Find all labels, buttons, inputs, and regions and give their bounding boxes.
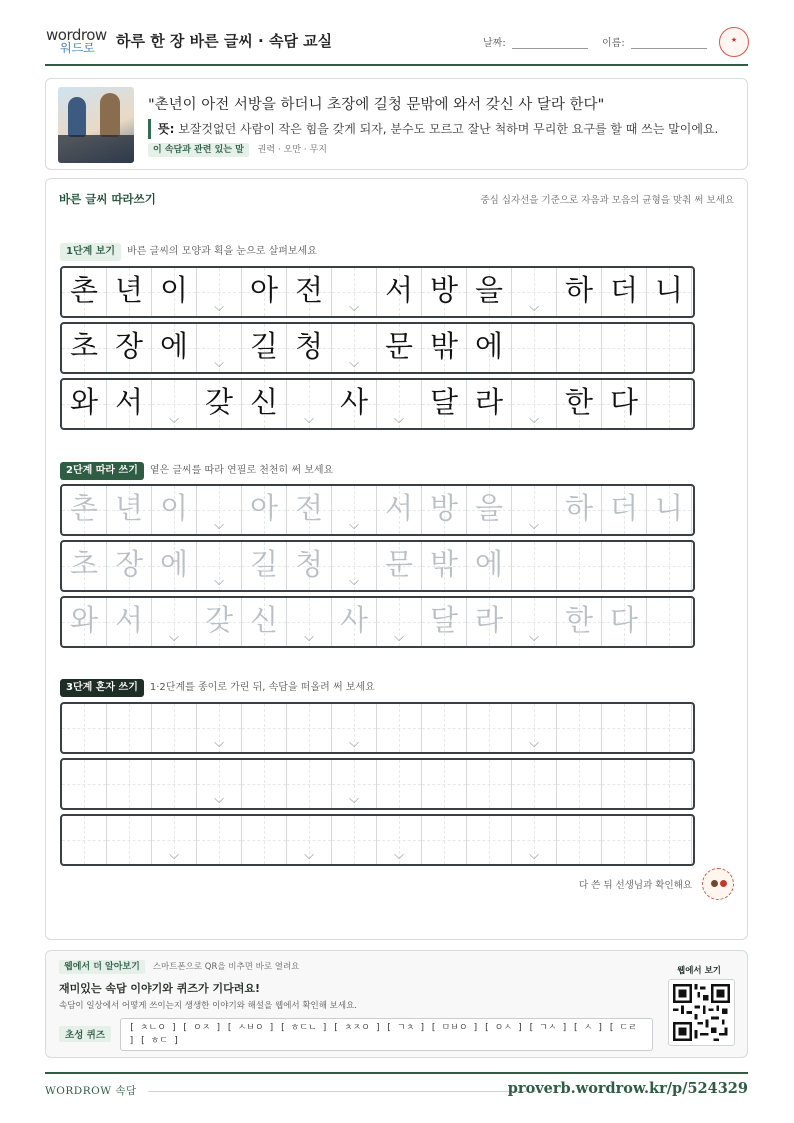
- grid-character: 전: [294, 273, 323, 307]
- footer-divider: [148, 1091, 536, 1092]
- grid-cell: [557, 324, 602, 372]
- grid-character: 장: [114, 547, 143, 581]
- grid-cell[interactable]: [512, 760, 557, 808]
- grid-character: 다: [609, 603, 638, 637]
- grid-cell[interactable]: [467, 542, 512, 590]
- grid-character: 더: [609, 491, 638, 525]
- grid-cell[interactable]: [602, 542, 647, 590]
- grid-cell[interactable]: [242, 760, 287, 808]
- grid-character: 서: [114, 385, 143, 419]
- grid-cell[interactable]: [467, 598, 512, 646]
- space-mark-icon: ⌵: [529, 518, 539, 533]
- grid-character: 청: [294, 547, 323, 581]
- space-mark-icon: ⌵: [349, 518, 359, 533]
- grid-cell[interactable]: [332, 704, 377, 752]
- grid-cell[interactable]: [62, 598, 107, 646]
- grid-cell[interactable]: [62, 760, 107, 808]
- grid-cell: [62, 380, 107, 428]
- space-mark-icon: ⌵: [169, 412, 179, 427]
- blank-row[interactable]: [60, 702, 695, 754]
- grid-cell: [557, 380, 602, 428]
- grid-cell: [377, 380, 422, 428]
- grid-character: 에: [159, 329, 188, 363]
- grid-cell[interactable]: [332, 542, 377, 590]
- grid-cell: [152, 380, 197, 428]
- proverb-meaning: [148, 119, 718, 139]
- writing-row: [60, 266, 695, 318]
- logo-korean: 워드로: [60, 41, 95, 55]
- grid-cell[interactable]: [242, 816, 287, 864]
- grid-cell: [107, 268, 152, 316]
- grid-cell: [107, 380, 152, 428]
- grid-cell[interactable]: [332, 486, 377, 534]
- web-subtext: 속담이 일상에서 어떻게 쓰이는지 생생한 이야기와 해설을 웹에서 확인해 보세요.: [59, 1001, 357, 1011]
- grid-character: 을: [474, 491, 503, 525]
- grid-cell: [602, 380, 647, 428]
- grid-character: 와: [69, 603, 98, 637]
- space-mark-icon: ⌵: [349, 574, 359, 589]
- grid-character: 촌: [69, 491, 98, 525]
- grid-cell[interactable]: [512, 598, 557, 646]
- grid-character: 문: [384, 329, 413, 363]
- grid-cell[interactable]: [107, 598, 152, 646]
- grid-cell[interactable]: [422, 760, 467, 808]
- page-title: 하루 한 장 바른 글씨 · 속담 교실: [116, 32, 333, 50]
- grid-cell[interactable]: [62, 816, 107, 864]
- grid-cell[interactable]: [152, 598, 197, 646]
- grid-cell[interactable]: [557, 704, 602, 752]
- grid-character: 청: [294, 329, 323, 363]
- space-mark-icon: ⌵: [304, 630, 314, 645]
- grid-cell[interactable]: [377, 486, 422, 534]
- grid-cell[interactable]: [422, 598, 467, 646]
- grid-character: 아: [249, 273, 278, 307]
- grid-cell[interactable]: [647, 704, 692, 752]
- grid-cell: [332, 380, 377, 428]
- date-label: 날짜:: [483, 38, 506, 49]
- grid-cell: [332, 324, 377, 372]
- grid-cell[interactable]: [647, 486, 692, 534]
- grid-character: 달: [429, 385, 458, 419]
- grid-cell[interactable]: [242, 704, 287, 752]
- grid-character: 와: [69, 385, 98, 419]
- grid-cell: [647, 380, 692, 428]
- tracing-row[interactable]: [60, 540, 695, 592]
- grid-cell: [62, 324, 107, 372]
- grid-character: 년: [114, 491, 143, 525]
- grid-character: 문: [384, 547, 413, 581]
- grid-cell[interactable]: [287, 598, 332, 646]
- grid-cell: [602, 268, 647, 316]
- proverb-illustration: [58, 87, 134, 163]
- grid-character: 밖: [429, 547, 458, 581]
- grid-cell: [197, 380, 242, 428]
- grid-character: 에: [159, 547, 188, 581]
- grid-cell: [512, 380, 557, 428]
- grid-cell[interactable]: [197, 816, 242, 864]
- grid-character: 다: [609, 385, 638, 419]
- practice-note: 중심 십자선을 기준으로 자음과 모음의 균형을 맞춰 써 보세요: [480, 195, 734, 206]
- grid-cell[interactable]: [422, 816, 467, 864]
- grid-cell[interactable]: [377, 816, 422, 864]
- web-section: [45, 950, 748, 1058]
- space-mark-icon: ⌵: [304, 848, 314, 863]
- grid-cell[interactable]: [332, 816, 377, 864]
- grid-character: 서: [384, 491, 413, 525]
- grid-character: 라: [474, 603, 503, 637]
- footer-url[interactable]: proverb.wordrow.kr/p/524329: [507, 1080, 748, 1097]
- quiz-label: 초성 퀴즈: [59, 1026, 111, 1042]
- related-chip: 이 속담과 관련 있는 말: [148, 143, 249, 157]
- teacher-check-note: 다 쓴 뒤 선생님과 확인해요: [578, 880, 692, 891]
- grid-character: 하: [564, 273, 593, 307]
- practice-title: 바른 글씨 따라쓰기: [59, 192, 156, 206]
- grid-character: 라: [474, 385, 503, 419]
- grid-cell[interactable]: [557, 542, 602, 590]
- space-mark-icon: ⌵: [349, 356, 359, 371]
- grid-cell: [557, 268, 602, 316]
- grid-cell[interactable]: [287, 486, 332, 534]
- grid-cell: [152, 268, 197, 316]
- space-mark-icon: ⌵: [214, 574, 224, 589]
- web-headline: 재미있는 속담 이야기와 퀴즈가 기다려요!: [59, 982, 260, 995]
- space-mark-icon: ⌵: [529, 736, 539, 751]
- grid-character: 사: [339, 603, 368, 637]
- grid-cell[interactable]: [242, 598, 287, 646]
- grid-character: 방: [429, 273, 458, 307]
- meaning-label: 뜻:: [158, 122, 175, 136]
- grid-cell: [467, 324, 512, 372]
- related-tags: 권력 · 오만 · 무지: [257, 145, 327, 155]
- grid-cell[interactable]: [107, 816, 152, 864]
- stage-2-header: [60, 462, 333, 480]
- stage-desc: 바른 글씨의 모양과 획을 눈으로 살펴보세요: [127, 246, 317, 257]
- grid-cell[interactable]: [602, 486, 647, 534]
- grid-cell[interactable]: [377, 542, 422, 590]
- space-mark-icon: ⌵: [214, 518, 224, 533]
- proverb-quote: "촌년이 아전 서방을 하더니 초장에 길청 문밖에 와서 갖신 사 달라 한다": [148, 97, 605, 113]
- grid-cell[interactable]: [197, 542, 242, 590]
- grid-cell[interactable]: [197, 486, 242, 534]
- grid-cell[interactable]: [287, 816, 332, 864]
- grid-cell[interactable]: [332, 760, 377, 808]
- grid-character: 니: [654, 491, 683, 525]
- grid-cell[interactable]: [107, 542, 152, 590]
- page-header: [45, 24, 748, 66]
- grid-cell: [287, 268, 332, 316]
- grid-character: 달: [429, 603, 458, 637]
- blank-row[interactable]: [60, 814, 695, 866]
- grid-cell[interactable]: [152, 542, 197, 590]
- grid-character: 더: [609, 273, 638, 307]
- grid-cell: [512, 268, 557, 316]
- grid-cell: [287, 380, 332, 428]
- name-blank[interactable]: [631, 37, 707, 49]
- grid-cell: [62, 268, 107, 316]
- space-mark-icon: ⌵: [214, 356, 224, 371]
- grid-character: 하: [564, 491, 593, 525]
- grid-character: 촌: [69, 273, 98, 307]
- stage-desc: 1·2단계를 종이로 가린 뒤, 속담을 떠올려 써 보세요: [149, 682, 375, 693]
- grid-character: 서: [384, 273, 413, 307]
- grid-cell[interactable]: [152, 760, 197, 808]
- grid-cell: [107, 324, 152, 372]
- grid-cell: [512, 324, 557, 372]
- grid-cell: [197, 324, 242, 372]
- grid-character: 갖: [204, 385, 233, 419]
- grid-cell: [287, 324, 332, 372]
- grid-cell: [467, 268, 512, 316]
- space-mark-icon: ⌵: [529, 300, 539, 315]
- grid-cell: [377, 268, 422, 316]
- grid-cell[interactable]: [422, 486, 467, 534]
- grid-cell: [422, 380, 467, 428]
- grid-cell[interactable]: [152, 704, 197, 752]
- chosung-quiz: [ ㅊㄴㅇ ] [ ㅇㅈ ] [ ㅅㅂㅇ ] [ ㅎㄷㄴ ] [ ㅊㅈㅇ ] [ ㄱㅊ ] [ ㅁㅂㅇ ] [ ㅇㅅ ] [ ㄱㅅ ] [ ㅅ ] [ ㄷㄹ ] [ ㅎㄷ ]: [120, 1018, 653, 1051]
- grid-cell[interactable]: [512, 542, 557, 590]
- grid-character: 길: [249, 329, 278, 363]
- grid-cell[interactable]: [557, 486, 602, 534]
- web-chip: 웹에서 더 알아보기: [59, 960, 145, 974]
- grid-cell[interactable]: [197, 704, 242, 752]
- space-mark-icon: ⌵: [214, 792, 224, 807]
- grid-cell[interactable]: [107, 486, 152, 534]
- footer-brand: WORDROW 속담: [45, 1085, 137, 1097]
- grid-cell[interactable]: [62, 704, 107, 752]
- grid-cell[interactable]: [377, 760, 422, 808]
- grid-character: 방: [429, 491, 458, 525]
- page-footer: [45, 1072, 748, 1097]
- grid-cell[interactable]: [467, 760, 512, 808]
- grid-character: 서: [114, 603, 143, 637]
- grid-character: 을: [474, 273, 503, 307]
- name-label: 이름:: [602, 38, 625, 49]
- grid-character: 신: [249, 603, 278, 637]
- qr-code-graphic: [673, 984, 730, 1041]
- grid-cell[interactable]: [197, 598, 242, 646]
- writing-row: [60, 378, 695, 430]
- grid-cell[interactable]: [602, 704, 647, 752]
- grid-cell[interactable]: [647, 816, 692, 864]
- logo-wordmark: wordrow: [46, 26, 107, 44]
- grid-cell: [152, 324, 197, 372]
- teacher-seal-icon: [702, 868, 734, 900]
- grid-cell[interactable]: [152, 486, 197, 534]
- space-mark-icon: ⌵: [169, 630, 179, 645]
- grid-cell: [197, 268, 242, 316]
- meaning-text: 보잘것없던 사람이 작은 힘을 갖게 되자, 분수도 모르고 잘난 척하며 무리한 요구를 할 때 쓰는 말이에요.: [178, 122, 719, 136]
- space-mark-icon: ⌵: [529, 630, 539, 645]
- proverb-card: [45, 78, 748, 170]
- practice-panel: [45, 178, 748, 940]
- grid-cell[interactable]: [602, 816, 647, 864]
- grid-cell[interactable]: [512, 486, 557, 534]
- grid-character: 사: [339, 385, 368, 419]
- grid-cell[interactable]: [647, 598, 692, 646]
- grid-character: 한: [564, 385, 593, 419]
- grid-character: 초: [69, 547, 98, 581]
- space-mark-icon: ⌵: [529, 412, 539, 427]
- stamp-text: ★: [730, 36, 738, 44]
- space-mark-icon: ⌵: [214, 736, 224, 751]
- wordrow-logo: [46, 28, 108, 54]
- grid-character: 아: [249, 491, 278, 525]
- related-words: [148, 143, 327, 157]
- space-mark-icon: ⌵: [169, 848, 179, 863]
- grid-cell[interactable]: [602, 760, 647, 808]
- stage-badge: 2단계 따라 쓰기: [60, 462, 144, 480]
- grid-cell[interactable]: [197, 760, 242, 808]
- stage-badge: 1단계 보기: [60, 243, 121, 261]
- grid-character: 에: [474, 329, 503, 363]
- space-mark-icon: ⌵: [529, 848, 539, 863]
- space-mark-icon: ⌵: [349, 300, 359, 315]
- blank-row[interactable]: [60, 758, 695, 810]
- stage-3-header: [60, 679, 375, 697]
- grid-cell: [647, 268, 692, 316]
- space-mark-icon: ⌵: [394, 412, 404, 427]
- web-chip-note: 스마트폰으로 QR을 비추면 바로 열려요: [152, 962, 300, 972]
- grid-cell[interactable]: [557, 760, 602, 808]
- space-mark-icon: ⌵: [394, 630, 404, 645]
- grid-cell[interactable]: [242, 542, 287, 590]
- grid-character: 에: [474, 547, 503, 581]
- grid-cell[interactable]: [62, 542, 107, 590]
- grid-cell[interactable]: [512, 704, 557, 752]
- grid-cell[interactable]: [287, 760, 332, 808]
- tracing-row[interactable]: [60, 596, 695, 648]
- stage-1-header: [60, 243, 317, 261]
- grid-cell[interactable]: [557, 598, 602, 646]
- grid-cell[interactable]: [647, 760, 692, 808]
- grid-character: 신: [249, 385, 278, 419]
- space-mark-icon: ⌵: [214, 300, 224, 315]
- grid-cell[interactable]: [287, 704, 332, 752]
- grid-cell[interactable]: [467, 816, 512, 864]
- grid-cell: [242, 268, 287, 316]
- grid-character: 장: [114, 329, 143, 363]
- grid-cell[interactable]: [602, 598, 647, 646]
- grid-character: 초: [69, 329, 98, 363]
- space-mark-icon: ⌵: [304, 412, 314, 427]
- grid-cell[interactable]: [107, 704, 152, 752]
- grid-character: 이: [159, 273, 188, 307]
- grid-cell[interactable]: [107, 760, 152, 808]
- grid-cell: [332, 268, 377, 316]
- grid-character: 한: [564, 603, 593, 637]
- grid-cell[interactable]: [242, 486, 287, 534]
- name-field[interactable]: [602, 34, 707, 49]
- qr-label: 웹에서 보기: [676, 966, 721, 976]
- date-field[interactable]: [483, 34, 588, 49]
- grid-cell[interactable]: [152, 816, 197, 864]
- space-mark-icon: ⌵: [349, 792, 359, 807]
- grid-cell[interactable]: [377, 598, 422, 646]
- grid-cell[interactable]: [467, 486, 512, 534]
- grid-cell[interactable]: [332, 598, 377, 646]
- grid-cell: [422, 324, 467, 372]
- grid-character: 이: [159, 491, 188, 525]
- writing-row: [60, 322, 695, 374]
- grid-character: 니: [654, 273, 683, 307]
- grid-cell[interactable]: [422, 542, 467, 590]
- grid-cell: [377, 324, 422, 372]
- grid-cell: [422, 268, 467, 316]
- space-mark-icon: ⌵: [349, 736, 359, 751]
- tracing-row[interactable]: [60, 484, 695, 536]
- grid-character: 전: [294, 491, 323, 525]
- grid-cell[interactable]: [62, 486, 107, 534]
- grid-cell[interactable]: [377, 704, 422, 752]
- grid-cell[interactable]: [422, 704, 467, 752]
- space-mark-icon: ⌵: [394, 848, 404, 863]
- qr-code-icon[interactable]: [668, 979, 735, 1046]
- grid-cell: [242, 324, 287, 372]
- grid-character: 년: [114, 273, 143, 307]
- stamp-icon: [719, 27, 749, 57]
- grid-cell: [242, 380, 287, 428]
- grid-character: 갖: [204, 603, 233, 637]
- web-chip-line: [59, 960, 299, 974]
- stage-badge: 3단계 혼자 쓰기: [60, 679, 144, 697]
- grid-cell[interactable]: [467, 704, 512, 752]
- grid-cell[interactable]: [557, 816, 602, 864]
- grid-cell[interactable]: [512, 816, 557, 864]
- grid-cell: [602, 324, 647, 372]
- grid-character: 길: [249, 547, 278, 581]
- grid-cell: [467, 380, 512, 428]
- grid-cell: [647, 324, 692, 372]
- grid-cell[interactable]: [287, 542, 332, 590]
- date-blank[interactable]: [512, 37, 588, 49]
- grid-character: 밖: [429, 329, 458, 363]
- grid-cell[interactable]: [647, 542, 692, 590]
- stage-desc: 옅은 글씨를 따라 연필로 천천히 써 보세요: [149, 465, 334, 476]
